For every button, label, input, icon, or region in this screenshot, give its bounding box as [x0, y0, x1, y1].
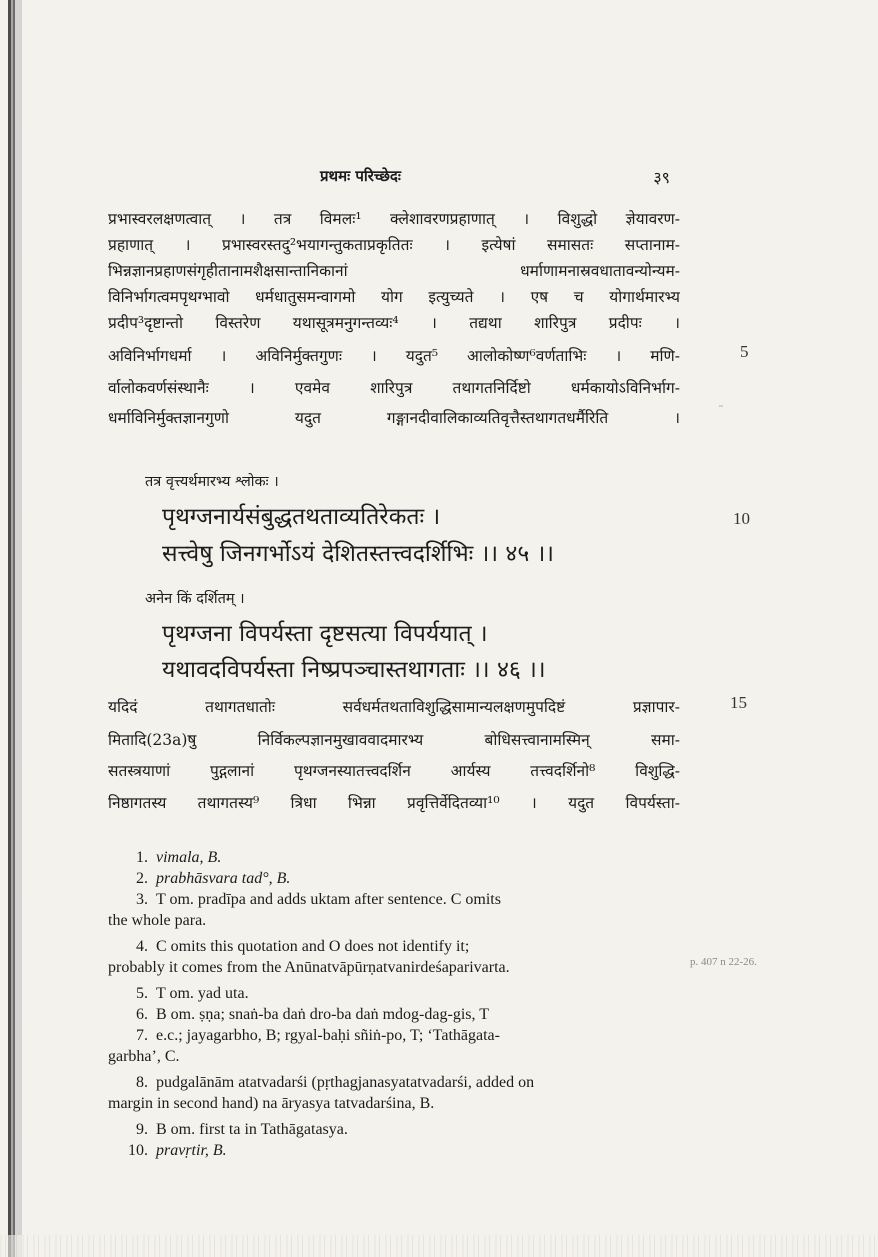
footnote-text: B om. first ta in Tathāgatasya. — [156, 1121, 348, 1138]
footnote — [108, 1140, 680, 1161]
footnote — [108, 889, 680, 910]
footnote — [108, 983, 680, 1004]
footnote — [108, 868, 680, 889]
verse-46-line-1: पृथग्जना विपर्यस्ता दृष्टसत्या विपर्ययात् । — [162, 621, 488, 647]
verse-introduction: तत्र वृत्त्यर्थमारभ्य श्लोकः । — [145, 474, 279, 490]
prose-line: निष्ठागतस्य तथागतस्य⁹ त्रिधा भिन्ना प्रवृत्तिर्वेदितव्या¹⁰ । यदुत विपर्यस्ता- — [108, 794, 680, 812]
running-header — [110, 166, 670, 190]
prose-line: मितादि(23a)षु निर्विकल्पज्ञानमुखाववादमारभ्य बोधिसत्त्वानामस्मिन् समा- — [108, 731, 680, 749]
prose-line: धर्माविनिर्मुक्तज्ञानगुणो यदुत गङ्गानदीवालिकाव्यतिवृत्तैस्तथागतधर्मैरिति । — [108, 409, 680, 427]
footnote — [108, 1072, 680, 1093]
prose-line: यदिदं तथागतधातोः सर्वधर्मतथताविशुद्धिसामान्यलक्षणमुपदिष्टं प्रज्ञापार- — [108, 698, 680, 716]
footnote-text: prabhāsvara tad°, B. — [156, 870, 291, 887]
footnote-text: pravṛtir, B. — [156, 1142, 227, 1159]
verse-46-line-2: यथावदविपर्यस्ता निष्प्रपञ्चास्तथागताः ।। ४६ ।। — [162, 657, 546, 683]
footnote — [108, 1025, 680, 1046]
footnote-text: margin in second hand) na āryasya tatvadarśina, B. — [108, 1095, 435, 1112]
footnote-continuation — [108, 1093, 680, 1114]
scan-bottom-edge — [0, 1235, 878, 1257]
prose-line: अविनिर्भागधर्मा । अविनिर्मुक्तगुणः । यदुत⁵ आलोकोष्ण⁶वर्णताभिः । मणि- — [108, 347, 680, 365]
handwritten-margin-note: p. 407 n 22-26. — [690, 956, 757, 968]
footnote-text: vimala, B. — [156, 849, 222, 866]
page-binding-edge — [8, 0, 22, 1257]
footnote-text: e.c.; jayagarbho, B; rgyal-baḥi sñiṅ-po, T; ‘Tathāgata- — [156, 1027, 500, 1044]
prose-line: सतस्त्रयाणां पुद्गलानां पृथग्जनस्यातत्त्वदर्शिन आर्यस्य तत्त्वदर्शिनो⁸ विशुद्धि- — [108, 762, 680, 780]
footnote-number: 2. — [136, 870, 148, 887]
prose-line: र्वालोकवर्णसंस्थानैः । एवमेव शारिपुत्र तथागतनिर्दिष्टो धर्मकायोऽविनिर्भाग- — [108, 379, 680, 397]
prose-line: प्रदीप³दृष्टान्तो विस्तरेण यथासूत्रमनुगन्तव्यः⁴ । तद्यथा शारिपुत्र प्रदीपः । — [108, 314, 680, 332]
footnote — [108, 936, 680, 957]
footnote-text: T om. yad uta. — [156, 985, 249, 1002]
chapter-title: प्रथमः परिच्छेदः — [320, 167, 401, 185]
page-number: ३९ — [653, 168, 670, 187]
footnote-text: probably it comes from the Anūnatvāpūrṇatvanirdeśaparivarta. — [108, 959, 510, 976]
prose-line: प्रभास्वरलक्षणत्वात् । तत्र विमलः¹ क्लेशावरणप्रहाणात् । विशुद्धो ज्ञेयावरण- — [108, 210, 680, 228]
footnote — [108, 847, 680, 868]
verse-45-line-2: सत्त्वेषु जिनगर्भोऽयं देशितस्तत्त्वदर्शिभिः ।। ४५ ।। — [162, 541, 555, 567]
line-number-15: 15 — [730, 693, 747, 712]
footnote-number: 7. — [136, 1027, 148, 1044]
verse-introduction: अनेन किं दर्शितम् । — [145, 591, 245, 607]
footnote-continuation — [108, 910, 680, 931]
footnote-number: 5. — [136, 985, 148, 1002]
prose-line: भिन्नज्ञानप्रहाणसंगृहीतानामशैक्षसान्तानिकानां धर्माणामनास्रवधातावन्योन्यम- — [108, 262, 680, 280]
footnote-number: 4. — [136, 938, 148, 955]
footnote-continuation — [108, 957, 688, 978]
footnote-number: 6. — [136, 1006, 148, 1023]
footnote-text: garbha’, C. — [108, 1048, 180, 1065]
footnote-number: 1. — [136, 849, 148, 866]
footnote-text: the whole para. — [108, 912, 207, 929]
footnote-text: pudgalānām atatvadarśi (pṛthagjanasyatatvadarśi, added on — [156, 1074, 535, 1091]
margin-tick: ˜ — [718, 404, 724, 418]
footnote-number: 9. — [136, 1121, 148, 1138]
footnote-text: B om. ṣṇa; snaṅ-ba daṅ dro-ba daṅ mdog-dag-gis, T — [156, 1006, 489, 1023]
footnote — [108, 1119, 680, 1140]
footnote-number: 8. — [136, 1074, 148, 1091]
footnote-number: 10. — [128, 1142, 148, 1159]
footnote-number: 3. — [136, 891, 148, 908]
line-number-5: 5 — [740, 342, 749, 361]
line-number-10: 10 — [733, 509, 750, 528]
footnote-continuation — [108, 1046, 680, 1067]
prose-line: प्रहाणात् । प्रभास्वरस्तदु²भयागन्तुकताप्रकृतितः । इत्येषां समासतः सप्तानाम- — [108, 236, 680, 254]
footnote-text: T om. pradīpa and adds uktam after sentence. C omits — [156, 891, 501, 908]
footnote-text: C omits this quotation and O does not identify it; — [156, 938, 470, 955]
prose-line: विनिर्भागत्वमपृथग्भावो धर्मधातुसमन्वागमो योग इत्युच्यते । एष च योगार्थमारभ्य — [108, 288, 680, 306]
footnote — [108, 1004, 680, 1025]
verse-45-line-1: पृथग्जनार्यसंबुद्धतथताव्यतिरेकतः । — [162, 504, 441, 530]
